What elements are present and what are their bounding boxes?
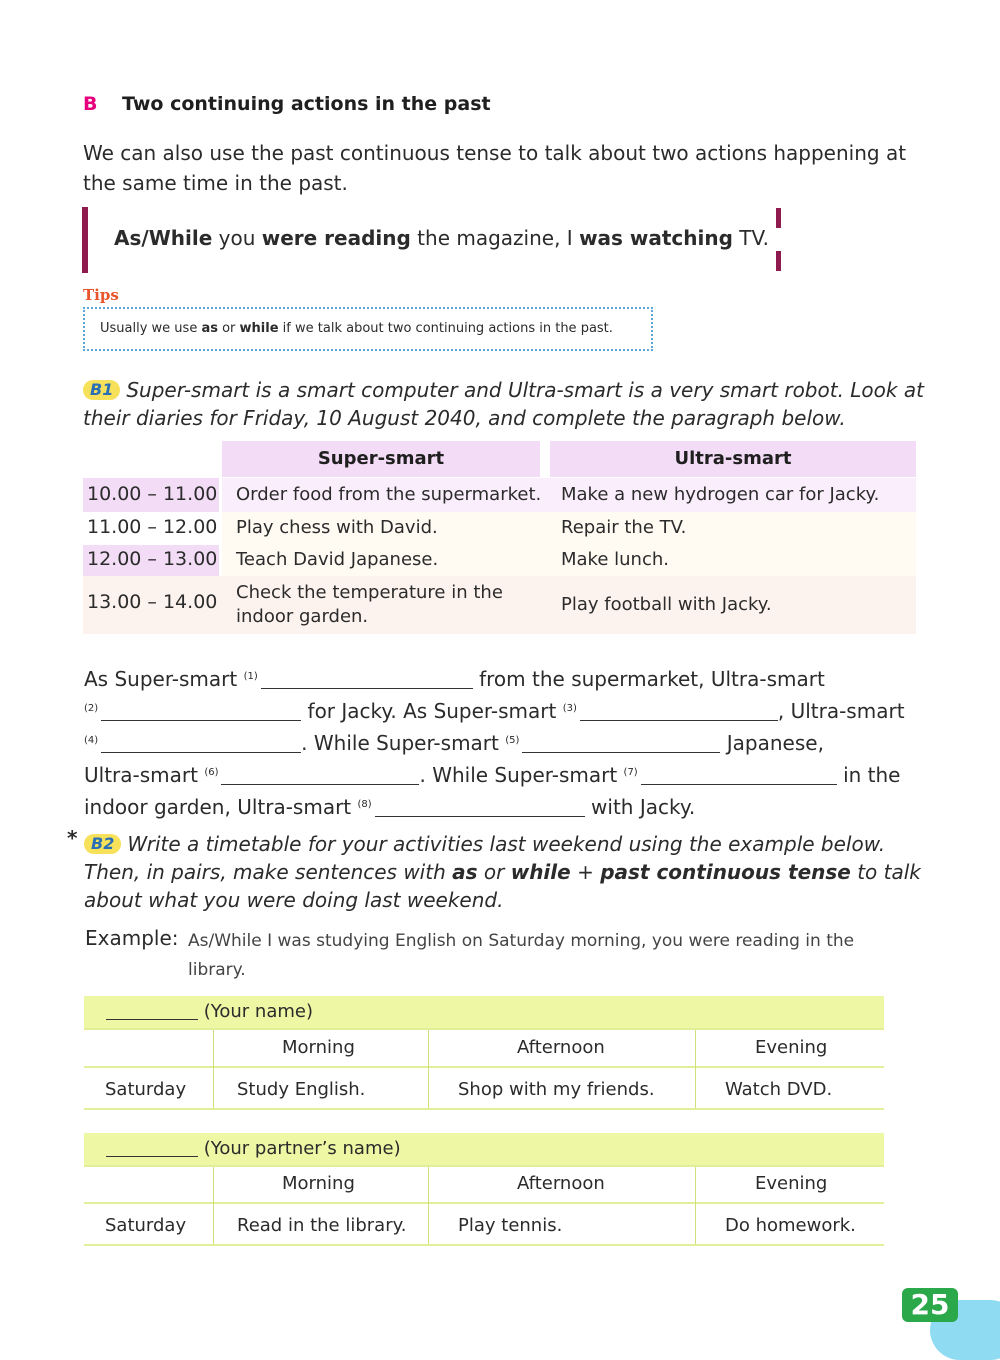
timetable2-col-evening: Evening xyxy=(755,1173,828,1194)
tips-label: Tips xyxy=(83,286,119,304)
diary-time: 11.00 – 12.00 xyxy=(87,516,218,538)
section-letter: B xyxy=(83,93,98,115)
timetable2-divider xyxy=(695,1167,696,1244)
timetable2-divider xyxy=(213,1167,214,1244)
section-intro: We can also use the past continuous tense to talk about two actions happening at the same time in the past. xyxy=(83,141,907,195)
timetable1-divider xyxy=(695,1030,696,1108)
timetable1-divider xyxy=(213,1030,214,1108)
page-number: 25 xyxy=(902,1288,958,1322)
blank-2[interactable] xyxy=(101,702,301,721)
partner-name-blank[interactable] xyxy=(106,1142,198,1157)
b1-instruction: B1 Super-smart is a smart computer and Ultra-smart is a very smart robot. Look at their diaries for Friday, 10 August 2040, and complete the paragraph below. xyxy=(83,378,924,430)
example-right-bar-bottom xyxy=(776,251,781,271)
section-title: Two continuing actions in the past xyxy=(122,93,491,115)
example-left-bar xyxy=(82,207,88,273)
blank-1[interactable] xyxy=(261,670,473,689)
timetable1-header: (Your name) xyxy=(84,996,884,1028)
diary-super-cell: Play chess with David. xyxy=(236,517,438,538)
example-label: Example: xyxy=(85,926,179,950)
timetable1-line xyxy=(84,1028,884,1030)
timetable2-col-afternoon: Afternoon xyxy=(517,1173,605,1194)
diary-ultra-cell: Play football with Jacky. xyxy=(561,594,772,615)
diary-ultra-cell: Make lunch. xyxy=(561,549,669,570)
timetable1-divider xyxy=(428,1030,429,1108)
diary-super-cell: Check the temperature in the indoor garden. xyxy=(236,582,503,627)
timetable1-cell: Watch DVD. xyxy=(725,1079,833,1100)
timetable1-line xyxy=(84,1066,884,1068)
timetable1-col-evening: Evening xyxy=(755,1037,828,1058)
diary-ultra-cell: Repair the TV. xyxy=(561,517,687,538)
timetable2-divider xyxy=(428,1167,429,1244)
tips-box: Usually we use as or while if we talk about two continuing actions in the past. xyxy=(83,307,653,351)
diary-super-cell: Teach David Japanese. xyxy=(236,549,439,570)
timetable1-col-afternoon: Afternoon xyxy=(517,1037,605,1058)
diary-time: 12.00 – 13.00 xyxy=(87,548,218,570)
blank-4[interactable] xyxy=(101,734,301,753)
blank-5[interactable] xyxy=(522,734,720,753)
timetable1-cell: Study English. xyxy=(237,1079,366,1100)
example-right-bar-top xyxy=(776,208,781,228)
timetable2-header: (Your partner’s name) xyxy=(84,1133,884,1165)
timetable2-line xyxy=(84,1244,884,1246)
timetable2-cell: Do homework. xyxy=(725,1215,856,1236)
timetable2-col-morning: Morning xyxy=(282,1173,355,1194)
example-text: As/While I was studying English on Saturday morning, you were reading in the library. xyxy=(188,931,855,980)
diary-header-super: Super-smart xyxy=(222,441,540,477)
b2-badge: B2 xyxy=(84,834,121,854)
timetable2-cell: Read in the library. xyxy=(237,1215,407,1236)
challenge-star: * xyxy=(67,826,78,850)
timetable2-cell: Play tennis. xyxy=(458,1215,563,1236)
timetable1-col-morning: Morning xyxy=(282,1037,355,1058)
blank-8[interactable] xyxy=(375,798,585,817)
blank-6[interactable] xyxy=(221,766,419,785)
diary-ultra-cell: Make a new hydrogen car for Jacky. xyxy=(561,484,880,505)
blank-7[interactable] xyxy=(641,766,837,785)
diary-super-cell: Order food from the supermarket. xyxy=(236,484,542,505)
timetable1-cell: Shop with my friends. xyxy=(458,1079,655,1100)
blank-3[interactable] xyxy=(580,702,778,721)
b1-badge: B1 xyxy=(83,380,120,400)
diary-header-ultra: Ultra-smart xyxy=(550,441,916,477)
timetable2-day: Saturday xyxy=(105,1215,187,1236)
example-sentence: As/While you were reading the magazine, I was watching TV. xyxy=(114,226,769,250)
timetable2-line xyxy=(84,1202,884,1204)
timetable1-day: Saturday xyxy=(105,1079,187,1100)
diary-time: 13.00 – 14.00 xyxy=(87,591,218,613)
diary-time: 10.00 – 11.00 xyxy=(87,483,218,505)
timetable1-line xyxy=(84,1108,884,1110)
fill-in-paragraph: As Super-smart $^{(1)}$ from the supermarket, Ultra-smart $^{(2)}$ for Jacky. As Super-smart $^{(3)}$ , Ultra-smart $^{(4)}$ . While Super-smart $^{(5)}$ Japanese, Ultra-smart $^{(6)}$ . While Super-smart $^{(7)}$ in the indoor garden, Ultra-smart $^{(8)}$ with Jacky. xyxy=(84,667,905,819)
name-blank[interactable] xyxy=(106,1005,198,1020)
timetable2-line xyxy=(84,1165,884,1167)
b2-instruction: B2 Write a timetable for your activities last weekend using the example below. Then, in pairs, make sentences with as or while + past continuous tense to talk about what you were doing last weekend. xyxy=(84,832,921,912)
